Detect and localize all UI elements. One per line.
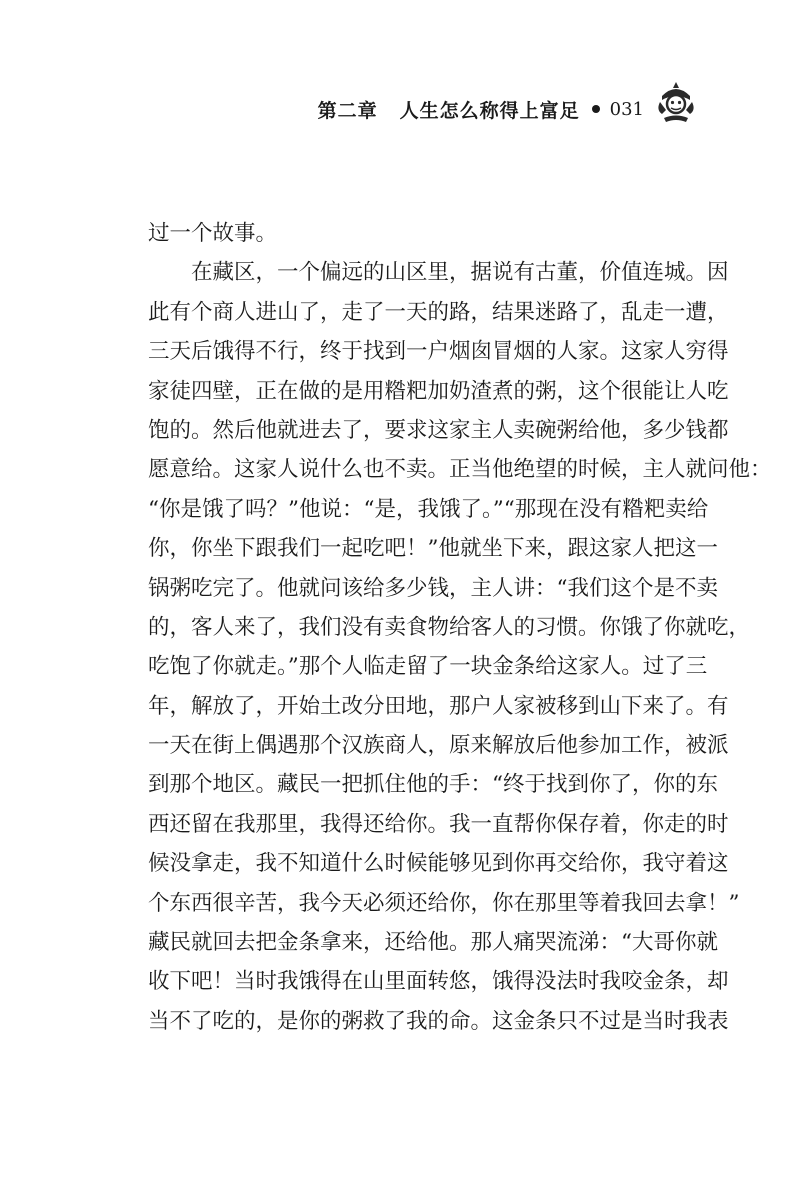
text-line: 藏民就回去把金条拿来，还给他。那人痛哭流涕：“大哥你就 bbox=[148, 930, 718, 956]
text-line: 饱的。然后他就进去了，要求这家主人卖碗粥给他，多少钱都 bbox=[148, 417, 729, 443]
text-line: “你是饿了吗？”他说：“是，我饿了。”“那现在没有糌粑卖给 bbox=[148, 496, 709, 522]
body-text bbox=[148, 214, 772, 1041]
text-line: 收下吧！当时我饿得在山里面转悠，饿得没法时我咬金条，却 bbox=[148, 969, 729, 995]
text-line: 的，客人来了，我们没有卖食物给客人的习惯。你饿了你就吃， bbox=[148, 614, 751, 640]
text-line: 三天后饿得不行，终于找到一户烟囱冒烟的人家。这家人穷得 bbox=[148, 339, 729, 365]
page-number: 031 bbox=[609, 98, 644, 120]
text-line: 过一个故事。 bbox=[148, 221, 278, 246]
text-line: 在藏区，一个偏远的山区里，据说有古董，价值连城。因 bbox=[191, 260, 729, 286]
running-header bbox=[318, 94, 644, 124]
text-line: 西还留在我那里，我得还给你。我一直帮你保存着，你走的时 bbox=[148, 811, 729, 837]
text-line: 愿意给。这家人说什么也不卖。正当他绝望的时候，主人就问他： bbox=[148, 457, 772, 483]
text-line: 个东西很辛苦，我今天必须还给你，你在那里等着我回去拿！” bbox=[148, 890, 740, 916]
text-line: 候没拿走，我不知道什么时候能够见到你再交给你，我守着这 bbox=[148, 851, 729, 877]
text-line: 年，解放了，开始土改分田地，那户人家被移到山下来了。有 bbox=[148, 693, 729, 719]
text-line: 吃饱了你就走。”那个人临走留了一块金条给这家人。过了三 bbox=[148, 654, 708, 680]
chapter-title: 人生怎么称得上富足 bbox=[399, 99, 580, 122]
text-line: 锅粥吃完了。他就问该给多少钱，主人讲：“我们这个是不卖 bbox=[148, 575, 718, 601]
chapter-label: 第二章 bbox=[317, 99, 378, 122]
text-line: 当不了吃的，是你的粥救了我的命。这金条只不过是当时我表 bbox=[148, 1008, 729, 1034]
text-line: 此有个商人进山了，走了一天的路，结果迷路了，乱走一遭， bbox=[148, 299, 729, 325]
ornament-emblem-icon bbox=[656, 80, 696, 124]
bullet-separator-icon bbox=[592, 105, 600, 113]
text-line: 一天在街上偶遇那个汉族商人，原来解放后他参加工作，被派 bbox=[148, 733, 729, 759]
text-line: 到那个地区。藏民一把抓住他的手：“终于找到你了，你的东 bbox=[148, 772, 718, 798]
text-line: 你，你坐下跟我们一起吃吧！”他就坐下来，跟这家人把这一 bbox=[148, 536, 718, 562]
text-line: 家徒四壁，正在做的是用糌粑加奶渣煮的粥，这个很能让人吃 bbox=[148, 378, 729, 404]
